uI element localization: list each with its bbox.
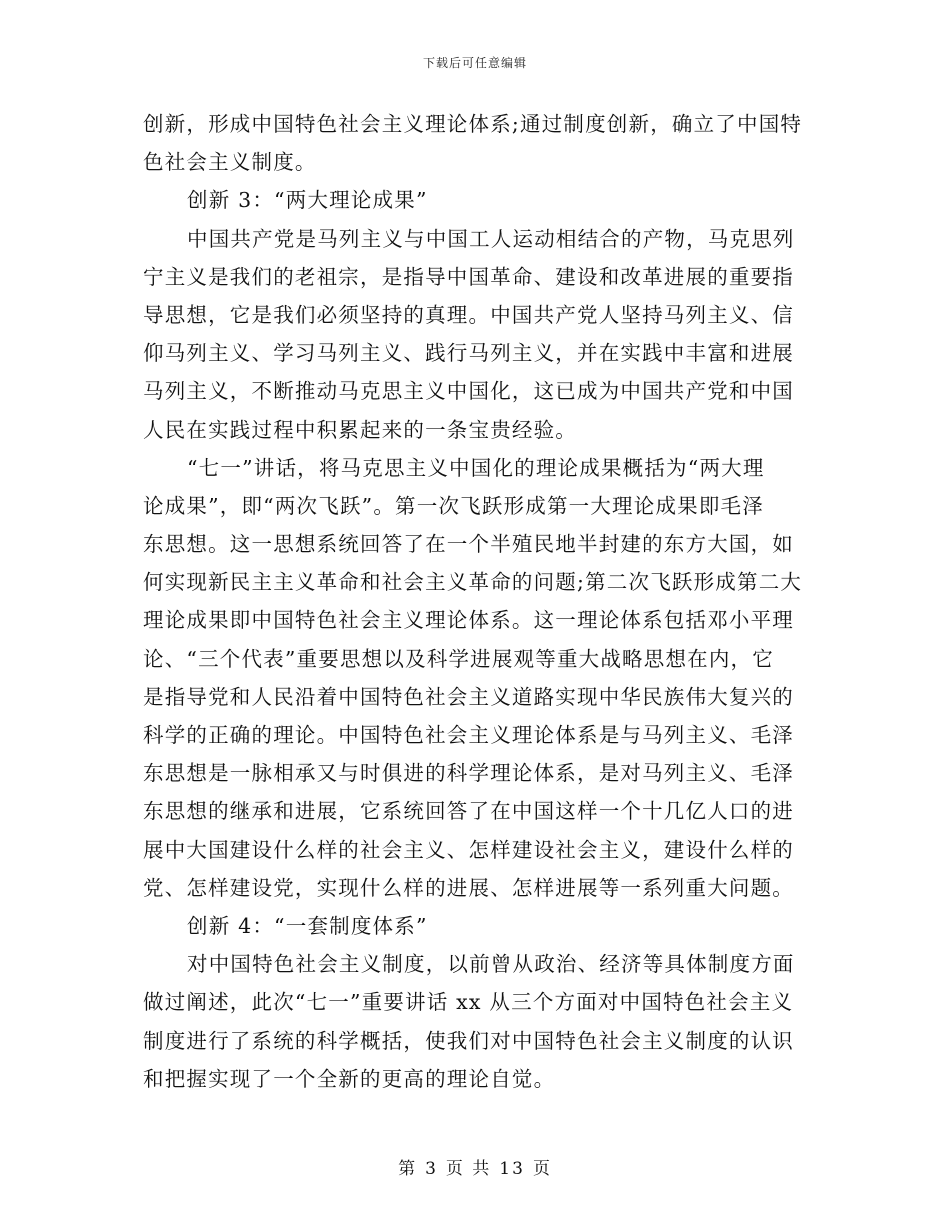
- text-line: 东思想的继承和进展，它系统回答了在中国这样一个十几亿人口的进: [143, 799, 794, 824]
- text-line: 中国共产党是马列主义与中国工人运动相结合的产物，马克思列: [187, 226, 795, 251]
- text-line: 马列主义，不断推动马克思主义中国化，这已成为中国共产党和中国: [143, 379, 794, 404]
- text-line: 党、怎样建设党，实现什么样的进展、怎样进展等一系列重大问题。: [143, 875, 794, 900]
- text-line: 东思想。这一思想系统回答了在一个半殖民地半封建的东方大国，如: [143, 532, 794, 557]
- text-line: 人民在实践过程中积累起来的一条宝贵经验。: [143, 417, 577, 442]
- text-line: 和把握实现了一个全新的更高的理论自觉。: [143, 1066, 556, 1091]
- text-line: 对中国特色社会主义制度，以前曾从政治、经济等具体制度方面: [187, 952, 795, 977]
- text-line: 制度进行了系统的科学概括，使我们对中国特色社会主义制度的认识: [143, 1028, 794, 1053]
- text-line: 理论成果即中国特色社会主义理论体系。这一理论体系包括邓小平理: [143, 608, 794, 633]
- text-line: 论、“三个代表”重要思想以及科学进展观等重大战略思想在内，它: [143, 646, 774, 671]
- text-line: 展中大国建设什么样的社会主义、怎样建设社会主义，建设什么样的: [143, 837, 794, 862]
- text-line: 论成果”，即“两次飞跃”。第一次飞跃形成第一大理论成果即毛泽: [143, 493, 764, 518]
- text-line: “七一”讲话，将马克思主义中国化的理论成果概括为“两大理: [187, 455, 765, 480]
- text-line: 仰马列主义、学习马列主义、践行马列主义，并在实践中丰富和进展: [143, 341, 794, 366]
- footer-suffix: 页: [532, 1159, 552, 1179]
- total-page-count: 13: [499, 1159, 525, 1179]
- section-heading: 创新 4：“一套制度体系”: [187, 913, 428, 938]
- footer-prefix: 第: [398, 1159, 418, 1179]
- current-page-number: 3: [425, 1159, 438, 1179]
- text-line: 创新，形成中国特色社会主义理论体系;通过制度创新，确立了中国特: [143, 112, 803, 136]
- page-header: 下载后可任意编辑: [422, 56, 527, 70]
- document-body: [143, 105, 813, 1098]
- footer-mid: 页 共: [445, 1159, 492, 1179]
- text-line: 色社会主义制度。: [143, 150, 317, 175]
- text-line: 宁主义是我们的老祖宗，是指导中国革命、建设和改革进展的重要指: [143, 264, 794, 289]
- text-line: 做过阐述，此次“七一”重要讲话 xx 从三个方面对中国特色社会主义: [143, 990, 794, 1015]
- page-footer: [0, 1154, 950, 1179]
- text-line: 东思想是一脉相承又与时俱进的科学理论体系，是对马列主义、毛泽: [143, 761, 794, 786]
- text-line: 导思想，它是我们必须坚持的真理。中国共产党人坚持马列主义、信: [143, 302, 794, 327]
- text-line: 何实现新民主主义革命和社会主义革命的问题;第二次飞跃形成第二大: [143, 570, 803, 595]
- text-line: 是指导党和人民沿着中国特色社会主义道路实现中华民族伟大复兴的: [143, 684, 794, 709]
- section-heading: 创新 3：“两大理论成果”: [187, 188, 428, 213]
- text-line: 科学的正确的理论。中国特色社会主义理论体系是与马列主义、毛泽: [143, 723, 794, 747]
